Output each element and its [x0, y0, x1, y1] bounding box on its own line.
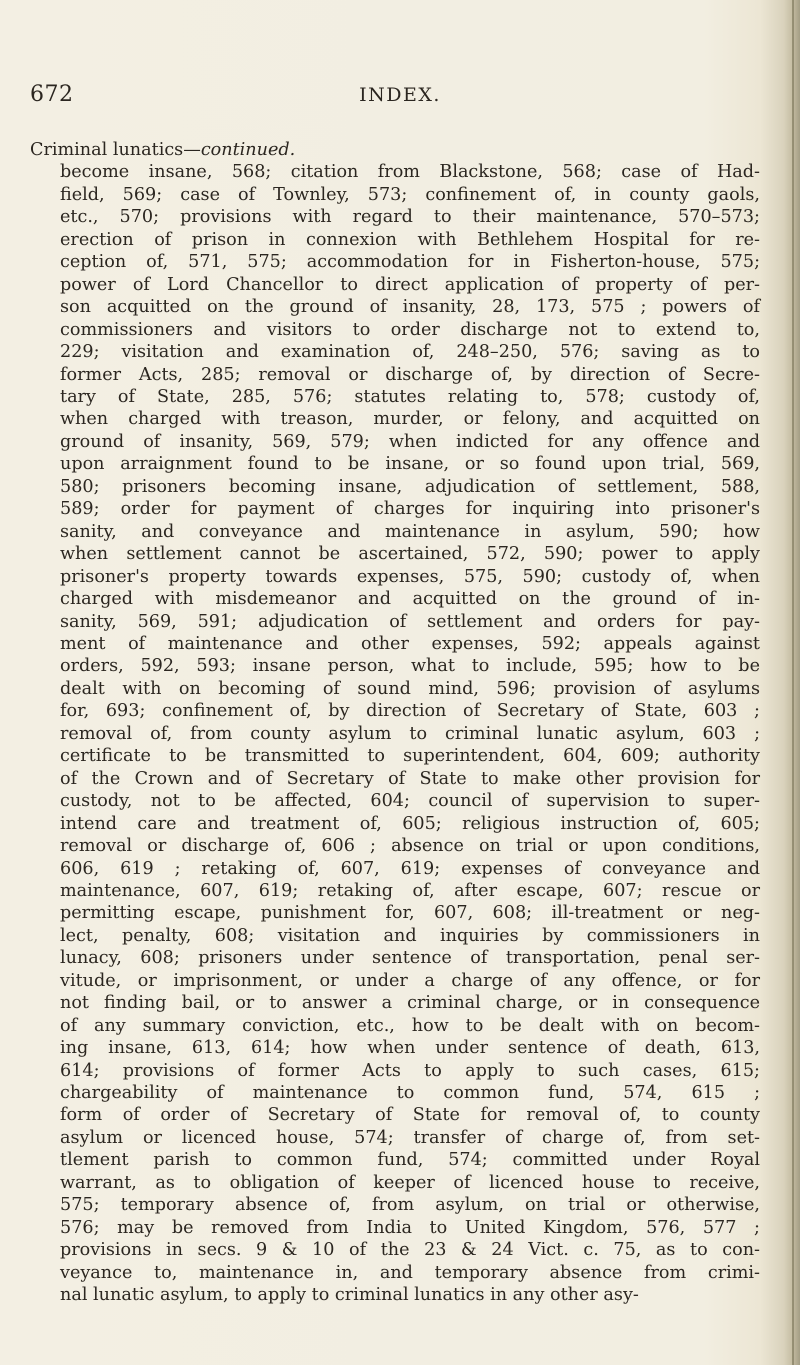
- entry-continued-label: continued.: [200, 140, 296, 160]
- entry-line: not finding bail, or to answer a criminal charge, or in consequence: [60, 993, 760, 1014]
- entry-heading: [30, 139, 760, 161]
- entry-line: erection of prison in connexion with Bethlehem Hospital for re-: [60, 229, 760, 250]
- entry-line: 576; may be removed from India to United Kingdom, 576, 577 ;: [60, 1217, 760, 1238]
- entry-line: provisions in secs. 9 & 10 of the 23 & 24 Vict. c. 75, as to con-: [60, 1240, 760, 1261]
- entry-line: certificate to be transmitted to superintendent, 604, 609; authority: [60, 746, 760, 767]
- entry-line: removal or discharge of, 606 ; absence on trial or upon conditions,: [60, 836, 760, 857]
- entry-line: form of order of Secretary of State for removal of, to county: [60, 1105, 760, 1126]
- entry-line: of the Crown and of Secretary of State to make other provision for: [60, 768, 760, 789]
- entry-line: orders, 592, 593; insane person, what to include, 595; how to be: [60, 656, 760, 677]
- entry-line: removal of, from county asylum to criminal lunatic asylum, 603 ;: [60, 723, 760, 744]
- entry-line: tlement parish to common fund, 574; committed under Royal: [60, 1150, 760, 1171]
- entry-line: field, 569; case of Townley, 573; confinement of, in county gaols,: [60, 184, 760, 205]
- entry-heading-text: Criminal lunatics—: [30, 140, 201, 160]
- entry-body: [30, 161, 760, 1306]
- entry-line: charged with misdemeanor and acquitted on the ground of in-: [60, 589, 760, 610]
- page-edge-line: [792, 0, 794, 1365]
- entry-line: sanity, and conveyance and maintenance in asylum, 590; how: [60, 521, 760, 542]
- entry-line: sanity, 569, 591; adjudication of settlement and orders for pay-: [60, 611, 760, 632]
- entry-line: warrant, as to obligation of keeper of licenced house to receive,: [60, 1172, 760, 1193]
- entry-line: power of Lord Chancellor to direct application of property of per-: [60, 274, 760, 295]
- entry-line: lunacy, 608; prisoners under sentence of transportation, penal ser-: [60, 948, 760, 969]
- entry-line: upon arraignment found to be insane, or so found upon trial, 569,: [60, 454, 760, 475]
- entry-line: 575; temporary absence of, from asylum, on trial or otherwise,: [60, 1195, 760, 1216]
- entry-line: when settlement cannot be ascertained, 572, 590; power to apply: [60, 544, 760, 565]
- entry-line: asylum or licenced house, 574; transfer of charge of, from set-: [60, 1127, 760, 1148]
- entry-line: 580; prisoners becoming insane, adjudication of settlement, 588,: [60, 476, 760, 497]
- entry-line: 606, 619 ; retaking of, 607, 619; expenses of conveyance and: [60, 858, 760, 879]
- entry-line: 589; order for payment of charges for inquiring into prisoner's: [60, 499, 760, 520]
- entry-line: custody, not to be affected, 604; council of supervision to super-: [60, 791, 760, 812]
- entry-line: veyance to, maintenance in, and temporary absence from crimi-: [60, 1262, 760, 1283]
- entry-line: when charged with treason, murder, or felony, and acquitted on: [60, 409, 760, 430]
- entry-line: nal lunatic asylum, to apply to criminal lunatics in any other asy-: [60, 1285, 639, 1306]
- entry-line: ception of, 571, 575; accommodation for in Fisherton-house, 575;: [60, 252, 760, 273]
- entry-line: of any summary conviction, etc., how to be dealt with on becom-: [60, 1015, 760, 1036]
- entry-line: for, 693; confinement of, by direction of Secretary of State, 603 ;: [60, 701, 760, 722]
- entry-line: commissioners and visitors to order discharge not to extend to,: [60, 319, 760, 340]
- index-entry: [30, 139, 760, 1307]
- page-header: [0, 82, 760, 112]
- entry-line: permitting escape, punishment for, 607, 608; ill-treatment or neg-: [60, 903, 760, 924]
- entry-line: ground of insanity, 569, 579; when indicted for any offence and: [60, 431, 760, 452]
- running-head: INDEX.: [359, 84, 441, 106]
- entry-line: prisoner's property towards expenses, 575, 590; custody of, when: [60, 566, 760, 587]
- entry-line: son acquitted on the ground of insanity, 28, 173, 575 ; powers of: [60, 297, 760, 318]
- entry-line: tary of State, 285, 576; statutes relating to, 578; custody of,: [60, 386, 760, 407]
- entry-line: 229; visitation and examination of, 248–250, 576; saving as to: [60, 342, 760, 363]
- entry-line: ment of maintenance and other expenses, 592; appeals against: [60, 633, 760, 654]
- entry-line: become insane, 568; citation from Blackstone, 568; case of Had-: [60, 162, 760, 183]
- page-number: 672: [30, 82, 74, 107]
- entry-line: dealt with on becoming of sound mind, 596; provision of asylums: [60, 678, 760, 699]
- entry-line: intend care and treatment of, 605; religious instruction of, 605;: [60, 813, 760, 834]
- entry-line: etc., 570; provisions with regard to their maintenance, 570–573;: [60, 207, 760, 228]
- entry-line: 614; provisions of former Acts to apply to such cases, 615;: [60, 1060, 760, 1081]
- entry-line: chargeability of maintenance to common fund, 574, 615 ;: [60, 1083, 760, 1104]
- entry-line: ing insane, 613, 614; how when under sentence of death, 613,: [60, 1038, 760, 1059]
- entry-line: lect, penalty, 608; visitation and inquiries by commissioners in: [60, 925, 760, 946]
- entry-line: maintenance, 607, 619; retaking of, after escape, 607; rescue or: [60, 880, 760, 901]
- entry-line: former Acts, 285; removal or discharge of, by direction of Secre-: [60, 364, 760, 385]
- entry-line: vitude, or imprisonment, or under a charge of any offence, or for: [60, 970, 760, 991]
